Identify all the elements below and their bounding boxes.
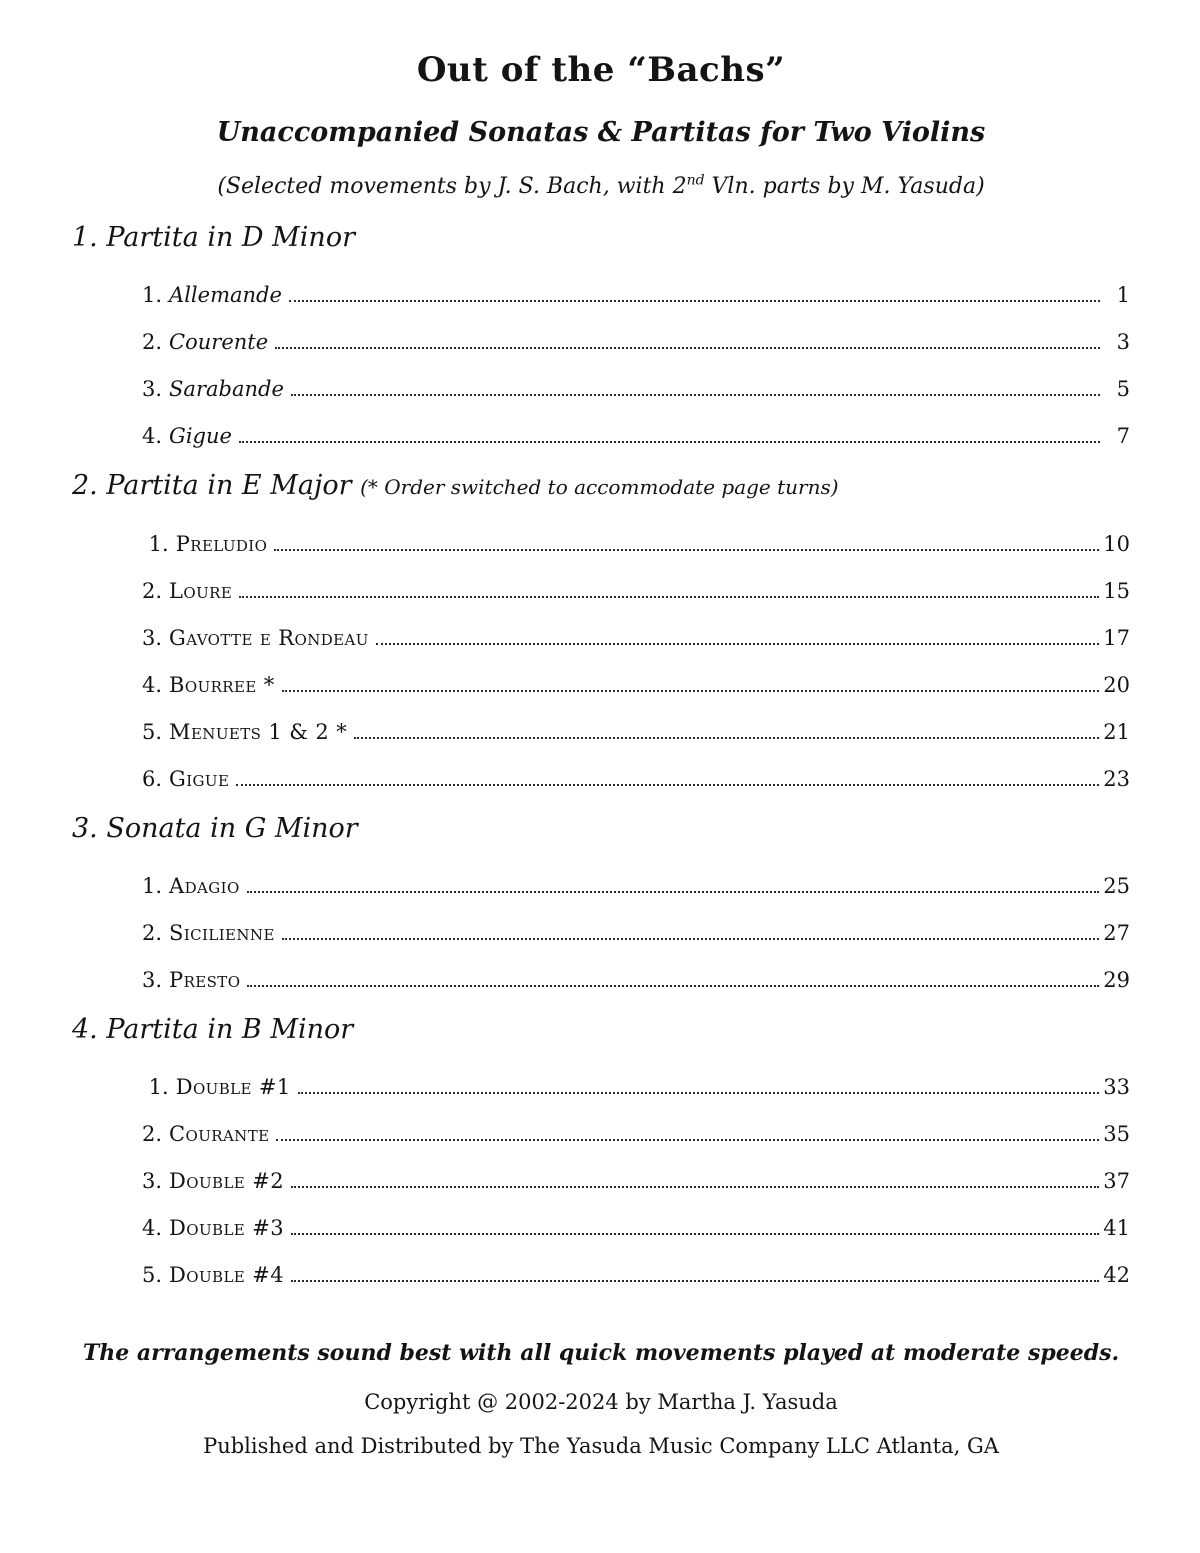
section-heading: [72, 468, 1130, 505]
toc-item-title: Preludio: [175, 532, 268, 556]
section-heading-text: 3. Sonata in G Minor: [72, 813, 358, 844]
toc-item-number: 6.: [142, 767, 163, 791]
toc-leader-dots: [291, 394, 1100, 396]
byline-text-start: (Selected movements by J. S. Bach, with 2: [217, 174, 687, 199]
page-title: Out of the “Bachs”: [416, 50, 786, 90]
toc-item-number: 2.: [142, 1122, 163, 1146]
toc-item: [142, 1054, 1130, 1101]
toc-page-number: 35: [1103, 1122, 1130, 1146]
toc-item: [142, 853, 1130, 900]
toc-item: [142, 356, 1130, 403]
toc-page-number: 21: [1103, 720, 1130, 744]
toc-item-number: 3.: [142, 968, 163, 992]
section-heading: [72, 220, 1130, 256]
toc-item-number: 4.: [142, 424, 163, 448]
page-byline: [72, 172, 1130, 202]
toc-leader-dots: [276, 1139, 1099, 1141]
toc-page-number: 23: [1103, 767, 1130, 791]
footer-performance-note: The arrangements sound best with all quick movements played at moderate speeds.: [82, 1340, 1120, 1366]
toc-leader-dots: [247, 891, 1100, 893]
toc-item: [142, 900, 1130, 947]
toc-item-title: Presto: [169, 968, 241, 992]
toc-item-title: Gigue: [169, 767, 230, 791]
toc-page-number: 3: [1116, 330, 1130, 354]
toc-item: [142, 558, 1130, 605]
toc-page-number: 15: [1103, 579, 1130, 603]
toc-item-number: 2.: [142, 330, 163, 354]
toc-leader-dots: [282, 690, 1100, 692]
section-heading-text: 1. Partita in D Minor: [72, 222, 355, 253]
toc-item-title: Adagio: [169, 874, 240, 898]
toc-page-number: 25: [1103, 874, 1130, 898]
toc-leader-dots: [291, 1280, 1099, 1282]
toc-item-title: Bourree *: [169, 673, 275, 697]
toc-leader-dots: [275, 347, 1100, 349]
toc-item-title: Double #4: [169, 1263, 284, 1287]
toc-item: [142, 309, 1130, 356]
page-subtitle: Unaccompanied Sonatas & Partitas for Two Violins: [216, 117, 986, 148]
toc-item-title: Double #2: [169, 1169, 284, 1193]
toc-item: [142, 652, 1130, 699]
toc-item: [142, 1242, 1130, 1289]
toc-item: [142, 1101, 1130, 1148]
toc-item-title: Sarabande: [169, 377, 284, 401]
toc-item-number: 2.: [142, 579, 163, 603]
toc-page-number: 41: [1103, 1216, 1130, 1240]
section-partita-b-minor: [72, 1012, 1130, 1289]
section-heading: [72, 811, 1130, 847]
toc-item-title: Loure: [169, 579, 233, 603]
section-heading-text: 2. Partita in E Major: [72, 470, 352, 501]
toc-leader-dots: [291, 1186, 1099, 1188]
toc-leader-dots: [282, 938, 1099, 940]
toc-item: [142, 746, 1130, 793]
toc-page-number: 42: [1103, 1263, 1130, 1287]
toc-item-title: Gigue: [169, 424, 232, 448]
footer: [72, 1339, 1130, 1459]
toc-item-number: 1.: [142, 1075, 169, 1099]
toc-item: [142, 947, 1130, 994]
toc-page-number: 37: [1103, 1169, 1130, 1193]
footer-copyright: Copyright @ 2002-2024 by Martha J. Yasuda: [364, 1390, 838, 1414]
toc-page-number: 17: [1103, 626, 1130, 650]
toc-item: [142, 1148, 1130, 1195]
toc-item-number: 1.: [142, 874, 163, 898]
toc-item: [142, 605, 1130, 652]
toc-item-number: 4.: [142, 673, 163, 697]
section-heading-text: 4. Partita in B Minor: [72, 1014, 354, 1045]
toc-leader-dots: [274, 549, 1099, 551]
toc-leader-dots: [298, 1092, 1100, 1094]
toc-item-title: Double #3: [169, 1216, 284, 1240]
toc-page-number: 29: [1103, 968, 1130, 992]
toc-leader-dots: [376, 643, 1099, 645]
section-heading: [72, 1012, 1130, 1048]
toc-leader-dots: [247, 985, 1099, 987]
toc-item-title: Allemande: [169, 283, 282, 307]
section-partita-d-minor: [72, 220, 1130, 450]
toc-item: [142, 699, 1130, 746]
toc-leader-dots: [354, 737, 1099, 739]
toc-item-number: 4.: [142, 1216, 163, 1240]
section-sonata-g-minor: [72, 811, 1130, 994]
toc-leader-dots: [289, 300, 1100, 302]
toc-page-number: 7: [1116, 424, 1130, 448]
toc-item-number: 5.: [142, 720, 163, 744]
toc-page-number: 20: [1103, 673, 1130, 697]
section-heading-note: (* Order switched to accommodate page turns): [360, 475, 839, 499]
toc-page-number: 33: [1103, 1075, 1130, 1099]
toc-page-number: 1: [1116, 283, 1130, 307]
toc-item-title: Courente: [169, 330, 269, 354]
toc-leader-dots: [291, 1233, 1099, 1235]
toc-item-number: 5.: [142, 1263, 163, 1287]
footer-publisher: Published and Distributed by The Yasuda Music Company LLC Atlanta, GA: [203, 1434, 999, 1458]
toc-item-title: Double #1: [175, 1075, 291, 1099]
toc-page-number: 10: [1103, 532, 1130, 556]
toc-page-number: 5: [1116, 377, 1130, 401]
toc-item-number: 2.: [142, 921, 163, 945]
toc-item-title: Gavotte e Rondeau: [169, 626, 369, 650]
toc-item: [142, 511, 1130, 558]
byline-superscript: nd: [686, 172, 705, 189]
toc-page-number: 27: [1103, 921, 1130, 945]
toc-item-number: 3.: [142, 377, 163, 401]
toc-item: [142, 262, 1130, 309]
byline-text-end: Vln. parts by M. Yasuda): [704, 174, 985, 199]
toc-item-number: 1.: [142, 283, 163, 307]
toc-item-number: 1.: [142, 532, 169, 556]
toc-item: [142, 403, 1130, 450]
toc-item-number: 3.: [142, 626, 163, 650]
toc-item-title: Sicilienne: [169, 921, 275, 945]
toc-item: [142, 1195, 1130, 1242]
toc-item-title: Menuets 1 & 2 *: [169, 720, 348, 744]
toc-leader-dots: [236, 784, 1099, 786]
section-partita-e-major: [72, 468, 1130, 793]
toc-leader-dots: [239, 596, 1099, 598]
toc-item-title: Courante: [169, 1122, 270, 1146]
toc-item-number: 3.: [142, 1169, 163, 1193]
toc-leader-dots: [239, 441, 1100, 443]
